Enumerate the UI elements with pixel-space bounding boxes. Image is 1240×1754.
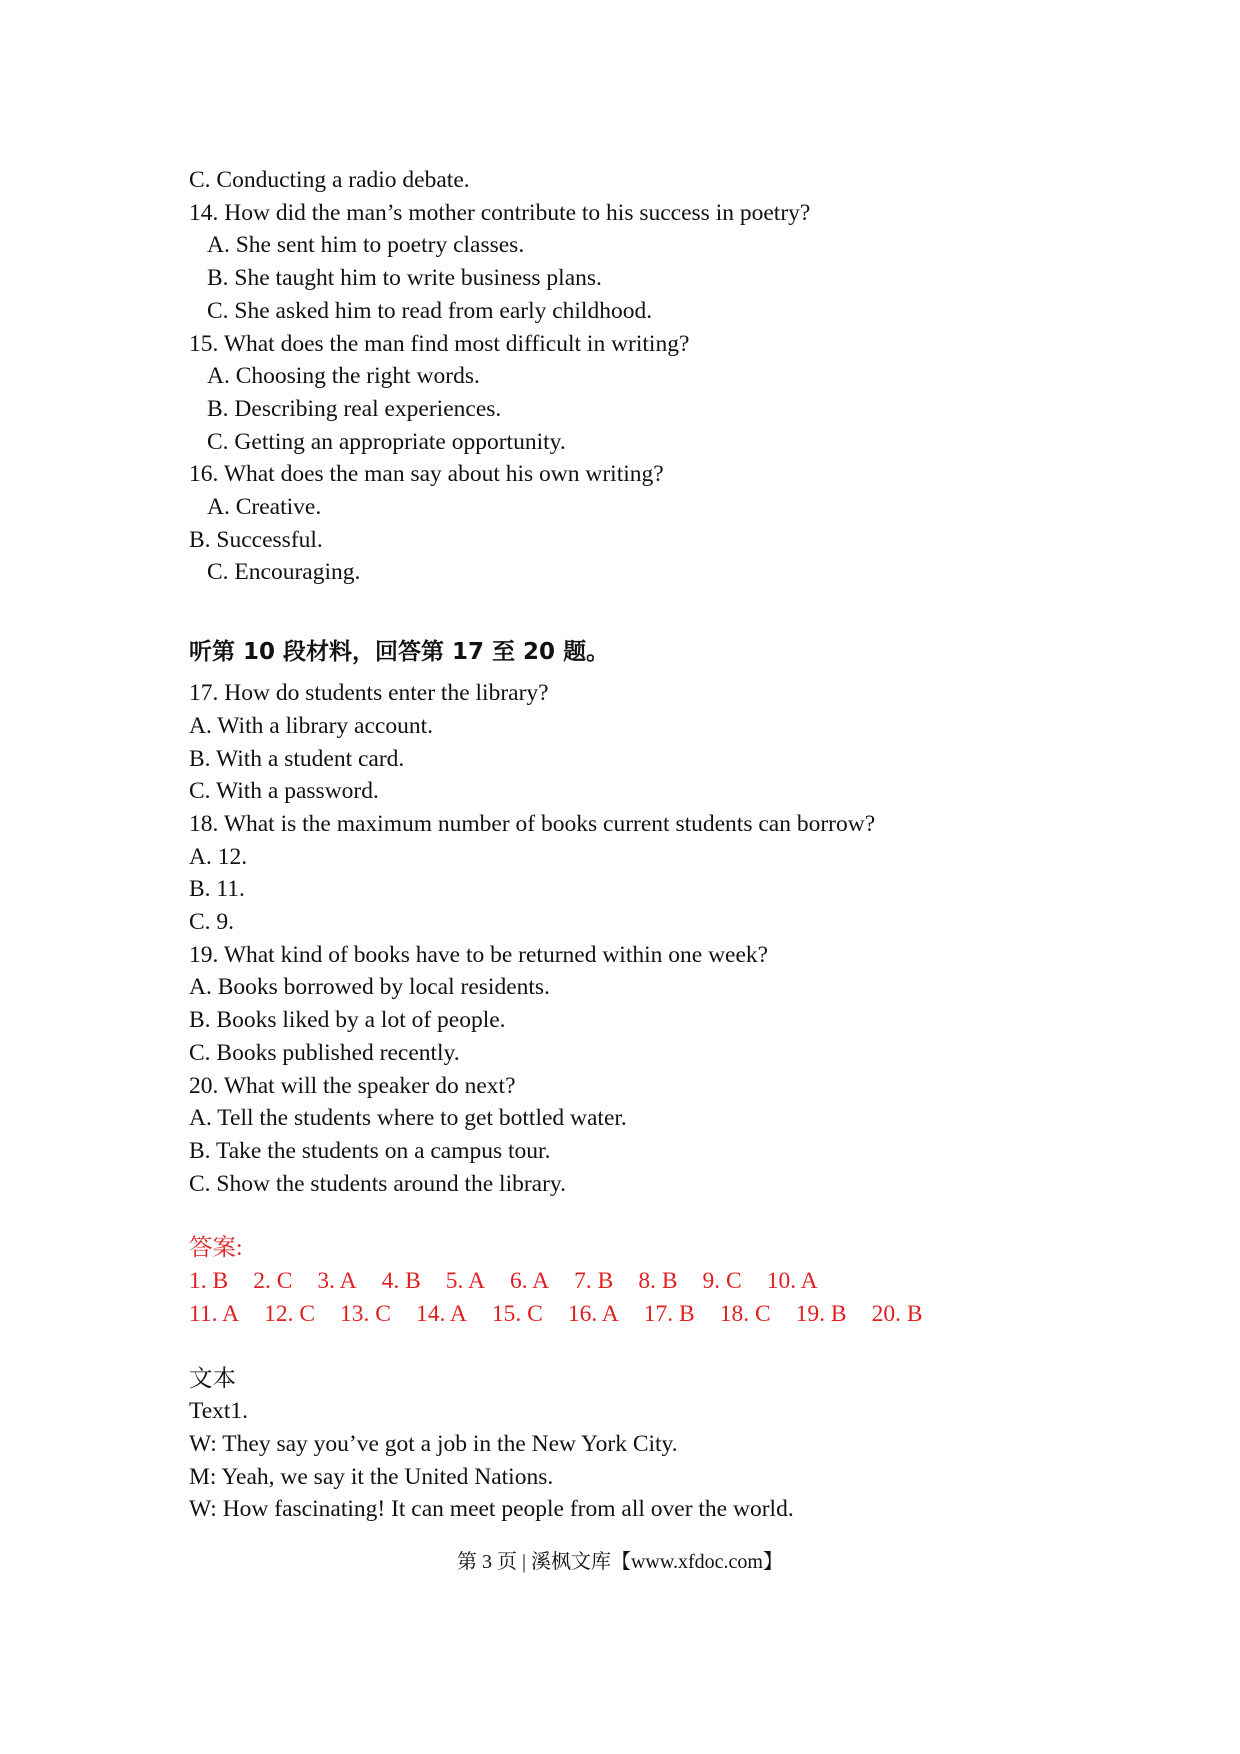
q19-question: 19. What kind of books have to be returned within one week?	[189, 941, 769, 968]
answer-item: 17. B	[643, 1300, 695, 1327]
answer-item: 12. C	[264, 1300, 315, 1327]
answer-item: 11. A	[189, 1300, 240, 1327]
answer-key	[189, 1265, 1089, 1330]
q14-option-b: B. She taught him to write business plans.	[207, 265, 602, 292]
answers-title: 答案:	[189, 1235, 243, 1262]
q17-option-c: C. With a password.	[189, 778, 379, 805]
answer-item: 14. A	[415, 1300, 467, 1327]
transcript-label: Text1.	[189, 1398, 249, 1425]
answer-item: 5. A	[445, 1268, 485, 1295]
q13-option-c: C. Conducting a radio debate.	[189, 167, 470, 193]
q14-option-a: A. She sent him to poetry classes.	[207, 232, 525, 259]
answer-item: 13. C	[340, 1300, 391, 1327]
q18-option-c: C. 9.	[189, 909, 235, 936]
answer-item: 10. A	[766, 1268, 818, 1295]
q16-option-c: C. Encouraging.	[207, 559, 361, 586]
answer-item: 19. B	[795, 1300, 847, 1327]
q20-option-b: B. Take the students on a campus tour.	[189, 1137, 551, 1164]
q17-option-a: A. With a library account.	[189, 712, 433, 739]
q16-option-a: A. Creative.	[207, 494, 322, 521]
q19-option-a: A. Books borrowed by local residents.	[189, 974, 550, 1001]
answer-item: 20. B	[871, 1300, 923, 1327]
q19-option-b: B. Books liked by a lot of people.	[189, 1007, 506, 1034]
answer-item: 1. B	[189, 1268, 229, 1295]
answer-item: 8. B	[638, 1268, 678, 1295]
q19-option-c: C. Books published recently.	[189, 1039, 460, 1066]
q15-option-a: A. Choosing the right words.	[207, 363, 480, 390]
transcript-line: W: They say you’ve got a job in the New York City.	[189, 1430, 678, 1457]
q14-option-c: C. She asked him to read from early childhood.	[207, 297, 653, 324]
section-heading: 听第 10 段材料，回答第 17 至 20 题。	[189, 639, 610, 666]
answer-item: 16. A	[567, 1300, 619, 1327]
q14-question: 14. How did the man’s mother contribute to his success in poetry?	[189, 199, 811, 226]
answer-row-2	[189, 1298, 1089, 1331]
q18-question: 18. What is the maximum number of books current students can borrow?	[189, 810, 876, 837]
answer-item: 3. A	[317, 1268, 357, 1295]
q20-option-c: C. Show the students around the library.	[189, 1170, 567, 1197]
q17-option-b: B. With a student card.	[189, 745, 405, 772]
answer-item: 2. C	[253, 1268, 293, 1295]
transcript-line: W: How fascinating! It can meet people from all over the world.	[189, 1496, 794, 1523]
q16-question: 16. What does the man say about his own writing?	[189, 461, 664, 488]
page-content	[189, 164, 1089, 1526]
q20-question: 20. What will the speaker do next?	[189, 1072, 516, 1099]
q18-option-b: B. 11.	[189, 876, 245, 903]
q18-option-a: A. 12.	[189, 843, 248, 870]
answer-item: 18. C	[719, 1300, 771, 1327]
answer-row-1	[189, 1265, 1089, 1298]
page-footer: 第 3 页 | 溪枫文库【www.xfdoc.com】	[456, 1551, 783, 1573]
answer-item: 4. B	[381, 1268, 421, 1295]
answer-item: 9. C	[702, 1268, 742, 1295]
q15-option-c: C. Getting an appropriate opportunity.	[207, 428, 566, 455]
q17-question: 17. How do students enter the library?	[189, 680, 549, 707]
answer-item: 6. A	[509, 1268, 550, 1295]
transcript-line: M: Yeah, we say it the United Nations.	[189, 1463, 554, 1490]
q20-option-a: A. Tell the students where to get bottled water.	[189, 1105, 627, 1132]
transcript-title: 文本	[189, 1365, 236, 1392]
answer-item: 15. C	[491, 1300, 543, 1327]
q15-question: 15. What does the man find most difficult in writing?	[189, 330, 690, 357]
q16-option-b: B. Successful.	[189, 526, 323, 553]
answer-item: 7. B	[574, 1268, 614, 1295]
q15-option-b: B. Describing real experiences.	[207, 395, 502, 422]
